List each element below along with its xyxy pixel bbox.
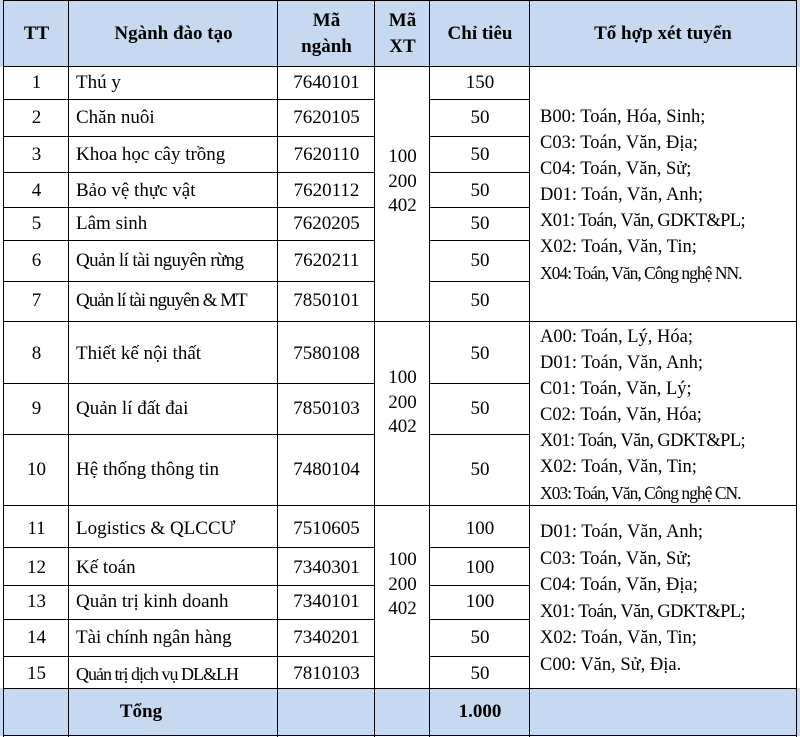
row-name: Quản lí tài nguyên rừng <box>76 250 244 271</box>
combo-line: X04: Toán, Văn, Công nghệ NN. <box>540 263 742 283</box>
combo-line: D01: Toán, Văn, Anh; <box>540 522 703 542</box>
row-code: 7810103 <box>293 663 360 684</box>
row-tt: 4 <box>31 180 42 201</box>
row-tt: 15 <box>27 663 46 684</box>
row-code: 7620105 <box>293 107 360 128</box>
row-name: Quản lí đất đai <box>76 398 189 419</box>
group-1-combos <box>540 104 745 286</box>
combo-line: C02: Toán, Văn, Hóa; <box>540 405 702 425</box>
row-tt: 5 <box>31 213 42 234</box>
row-name: Logistics & QLCCƯ <box>76 518 236 539</box>
row-code: 7340301 <box>293 557 360 578</box>
row-name: Quản lí tài nguyên & MT <box>76 290 247 311</box>
row-tt: 9 <box>31 398 42 419</box>
grid-line-h <box>3 321 797 322</box>
row-tt: 2 <box>31 107 42 128</box>
combo-line: C04: Toán, Văn, Địa; <box>540 575 698 595</box>
row-line <box>429 240 530 241</box>
row-line <box>429 383 530 384</box>
xt-code: 402 <box>388 195 417 216</box>
row-line <box>3 585 375 586</box>
xt-code: 100 <box>388 549 417 570</box>
row-quota: 50 <box>470 398 490 419</box>
row-quota: 150 <box>465 72 495 93</box>
footer-total-value: 1.000 <box>458 701 502 722</box>
row-line <box>3 172 375 173</box>
row-quota: 100 <box>465 591 495 612</box>
row-name: Thú y <box>76 72 121 93</box>
grid-line-v <box>277 0 278 737</box>
row-code: 7620211 <box>293 250 360 271</box>
header-ma-xt-1: Mã <box>388 10 417 31</box>
row-name: Quản trị dịch vụ DL&LH <box>76 664 238 684</box>
combo-line: X01: Toán, Văn, GDKT&PL; <box>540 431 746 451</box>
row-line <box>3 99 375 100</box>
row-tt: 1 <box>31 72 42 93</box>
row-line <box>429 136 530 137</box>
row-line <box>429 619 530 620</box>
row-quota: 50 <box>470 213 490 234</box>
grid-line-v <box>3 0 4 737</box>
row-tt: 12 <box>27 557 46 578</box>
group-2-xt-codes <box>375 366 430 440</box>
row-line <box>3 136 375 137</box>
xt-code: 200 <box>388 391 417 413</box>
grid-line-h <box>3 735 797 736</box>
header-ma-nganh-1: Mã <box>312 10 341 31</box>
xt-code: 402 <box>388 598 417 619</box>
combo-line: X02: Toán, Văn, Tin; <box>540 628 697 648</box>
row-name: Chăn nuôi <box>76 107 155 128</box>
row-name: Khoa học cây trồng <box>76 144 226 165</box>
combo-line: C03: Toán, Văn, Địa; <box>540 133 698 153</box>
xt-code: 402 <box>388 416 417 437</box>
row-line <box>3 207 375 208</box>
row-line <box>3 656 375 657</box>
row-line <box>3 281 375 282</box>
row-quota: 50 <box>470 663 490 684</box>
row-name: Bảo vệ thực vật <box>76 180 196 201</box>
header-ma-nganh-2: ngành <box>301 36 352 57</box>
row-line <box>3 240 375 241</box>
combo-line: B00: Toán, Hóa, Sinh; <box>540 107 706 127</box>
row-quota: 100 <box>465 518 495 539</box>
group-1-xt-codes <box>375 145 430 219</box>
xt-code: 100 <box>388 146 417 167</box>
row-tt: 13 <box>27 591 46 612</box>
row-line <box>3 434 375 435</box>
row-quota: 50 <box>470 627 490 648</box>
header-to-hop: Tổ hợp xét tuyển <box>594 23 732 44</box>
row-quota: 50 <box>470 144 490 165</box>
row-name: Thiết kế nội thất <box>76 343 202 364</box>
row-quota: 50 <box>470 250 490 271</box>
row-code: 7640101 <box>293 72 360 93</box>
row-line <box>3 547 375 548</box>
row-code: 7580108 <box>293 343 360 364</box>
combo-line: X03: Toán, Văn, Công nghệ CN. <box>540 483 741 503</box>
grid-line-v <box>374 0 375 737</box>
grid-line-h <box>3 0 797 1</box>
row-line <box>429 99 530 100</box>
row-tt: 11 <box>27 518 46 539</box>
row-line <box>429 585 530 586</box>
grid-line-h <box>3 505 797 506</box>
xt-code: 200 <box>388 573 417 595</box>
row-name: Kế toán <box>76 557 136 578</box>
header-chi-tieu: Chỉ tiêu <box>447 23 513 44</box>
combo-line: D01: Toán, Văn, Anh; <box>540 185 703 205</box>
row-code: 7340101 <box>293 591 360 612</box>
row-quota: 100 <box>465 557 495 578</box>
row-name: Quản trị kinh doanh <box>76 591 229 612</box>
row-line <box>3 383 375 384</box>
combo-line: D01: Toán, Văn, Anh; <box>540 353 703 373</box>
row-code: 7620205 <box>293 213 360 234</box>
row-tt: 8 <box>31 343 42 364</box>
row-line <box>429 281 530 282</box>
row-tt: 6 <box>31 250 42 271</box>
row-tt: 14 <box>27 627 46 648</box>
row-line <box>429 656 530 657</box>
row-quota: 50 <box>470 459 490 480</box>
grid-line-h <box>3 688 797 689</box>
combo-line: C00: Văn, Sử, Địa. <box>540 654 682 675</box>
header-ma-xt-2: XT <box>389 36 416 57</box>
grid-line-h <box>3 66 797 67</box>
row-tt: 3 <box>31 144 42 165</box>
group-2-combos <box>540 324 745 506</box>
row-name: Lâm sinh <box>76 213 148 234</box>
row-line <box>429 172 530 173</box>
combo-line: X01: Toán, Văn, GDKT&PL; <box>540 211 746 231</box>
row-code: 7850103 <box>293 398 360 419</box>
row-quota: 50 <box>470 343 490 364</box>
row-line <box>429 547 530 548</box>
grid-line-v <box>68 0 69 737</box>
grid-line-v <box>429 0 430 737</box>
xt-code: 100 <box>388 367 417 388</box>
combo-line: C03: Toán, Văn, Sử; <box>540 548 692 569</box>
row-line <box>429 207 530 208</box>
row-code: 7510605 <box>293 518 360 539</box>
row-code: 7620110 <box>293 144 360 165</box>
combo-line: C01: Toán, Văn, Lý; <box>540 379 692 399</box>
row-name: Tài chính ngân hàng <box>76 627 232 648</box>
grid-line-v <box>796 0 797 737</box>
group-3-combos <box>540 519 745 678</box>
row-quota: 50 <box>470 290 490 311</box>
row-line <box>429 434 530 435</box>
row-tt: 7 <box>31 290 42 311</box>
row-quota: 50 <box>470 107 490 128</box>
row-line <box>3 619 375 620</box>
header-tt: TT <box>23 23 50 44</box>
combo-line: X02: Toán, Văn, Tin; <box>540 237 697 257</box>
row-code: 7340201 <box>293 627 360 648</box>
row-code: 7480104 <box>293 459 360 480</box>
row-code: 7620112 <box>293 180 360 201</box>
row-quota: 50 <box>470 180 490 201</box>
combo-line: X02: Toán, Văn, Tin; <box>540 457 697 477</box>
combo-line: X01: Toán, Văn, GDKT&PL; <box>540 601 746 622</box>
group-3-xt-codes <box>375 548 430 622</box>
combo-line: C04: Toán, Văn, Sử; <box>540 159 692 179</box>
grid-line-v <box>529 0 530 737</box>
header-nganh: Ngành đào tạo <box>114 23 233 44</box>
row-code: 7850101 <box>293 290 360 311</box>
combo-line: A00: Toán, Lý, Hóa; <box>540 327 694 347</box>
row-name: Hệ thống thông tin <box>76 459 220 480</box>
row-tt: 10 <box>27 459 46 480</box>
xt-code: 200 <box>388 170 417 192</box>
footer-total-label: Tổng <box>119 701 163 722</box>
